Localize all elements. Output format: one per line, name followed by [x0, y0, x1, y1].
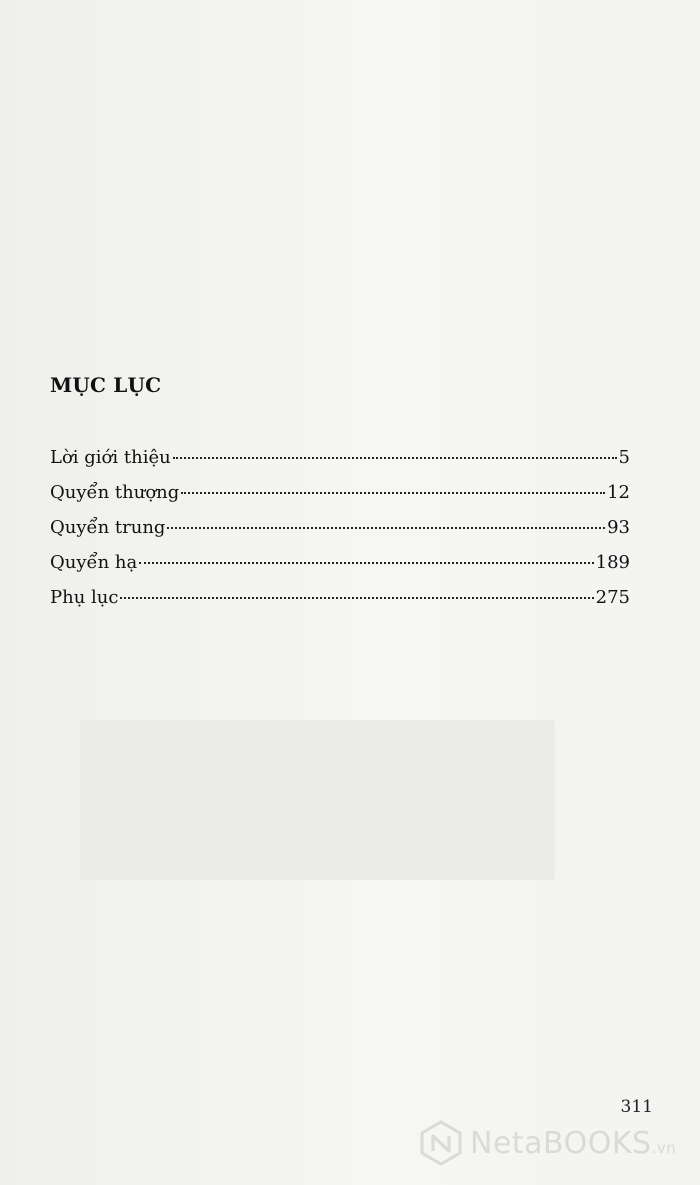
- toc-entry: [50, 447, 630, 482]
- toc-entry-page: 93: [607, 517, 630, 538]
- dot-leader: [173, 457, 617, 459]
- toc-entry-page: 275: [595, 587, 630, 608]
- toc-entry-title: Quyển trung: [50, 517, 166, 538]
- toc-entry: [50, 587, 630, 622]
- toc-entry-title: Quyển hạ: [50, 552, 138, 573]
- toc-entry-title: Phụ lục: [50, 587, 119, 608]
- toc-entry: [50, 517, 630, 552]
- netabooks-logo-icon: [418, 1120, 464, 1166]
- toc-entry-page: 189: [595, 552, 630, 573]
- table-of-contents: [50, 447, 630, 622]
- page-number: 311: [620, 1097, 653, 1117]
- toc-entry: [50, 552, 630, 587]
- dot-leader: [139, 562, 593, 564]
- show-through-block: [80, 720, 555, 880]
- watermark-text: NetaBOOKS.vn: [470, 1125, 677, 1161]
- dot-leader: [120, 597, 593, 599]
- dot-leader: [167, 527, 605, 529]
- toc-entry-title: Quyển thượng: [50, 482, 180, 503]
- dot-leader: [181, 492, 605, 494]
- toc-heading: MỤC LỤC: [50, 373, 162, 397]
- watermark: [418, 1120, 676, 1166]
- toc-entry-title: Lời giới thiệu: [50, 447, 171, 468]
- toc-entry-page: 5: [618, 447, 630, 468]
- toc-entry: [50, 482, 630, 517]
- toc-entry-page: 12: [607, 482, 630, 503]
